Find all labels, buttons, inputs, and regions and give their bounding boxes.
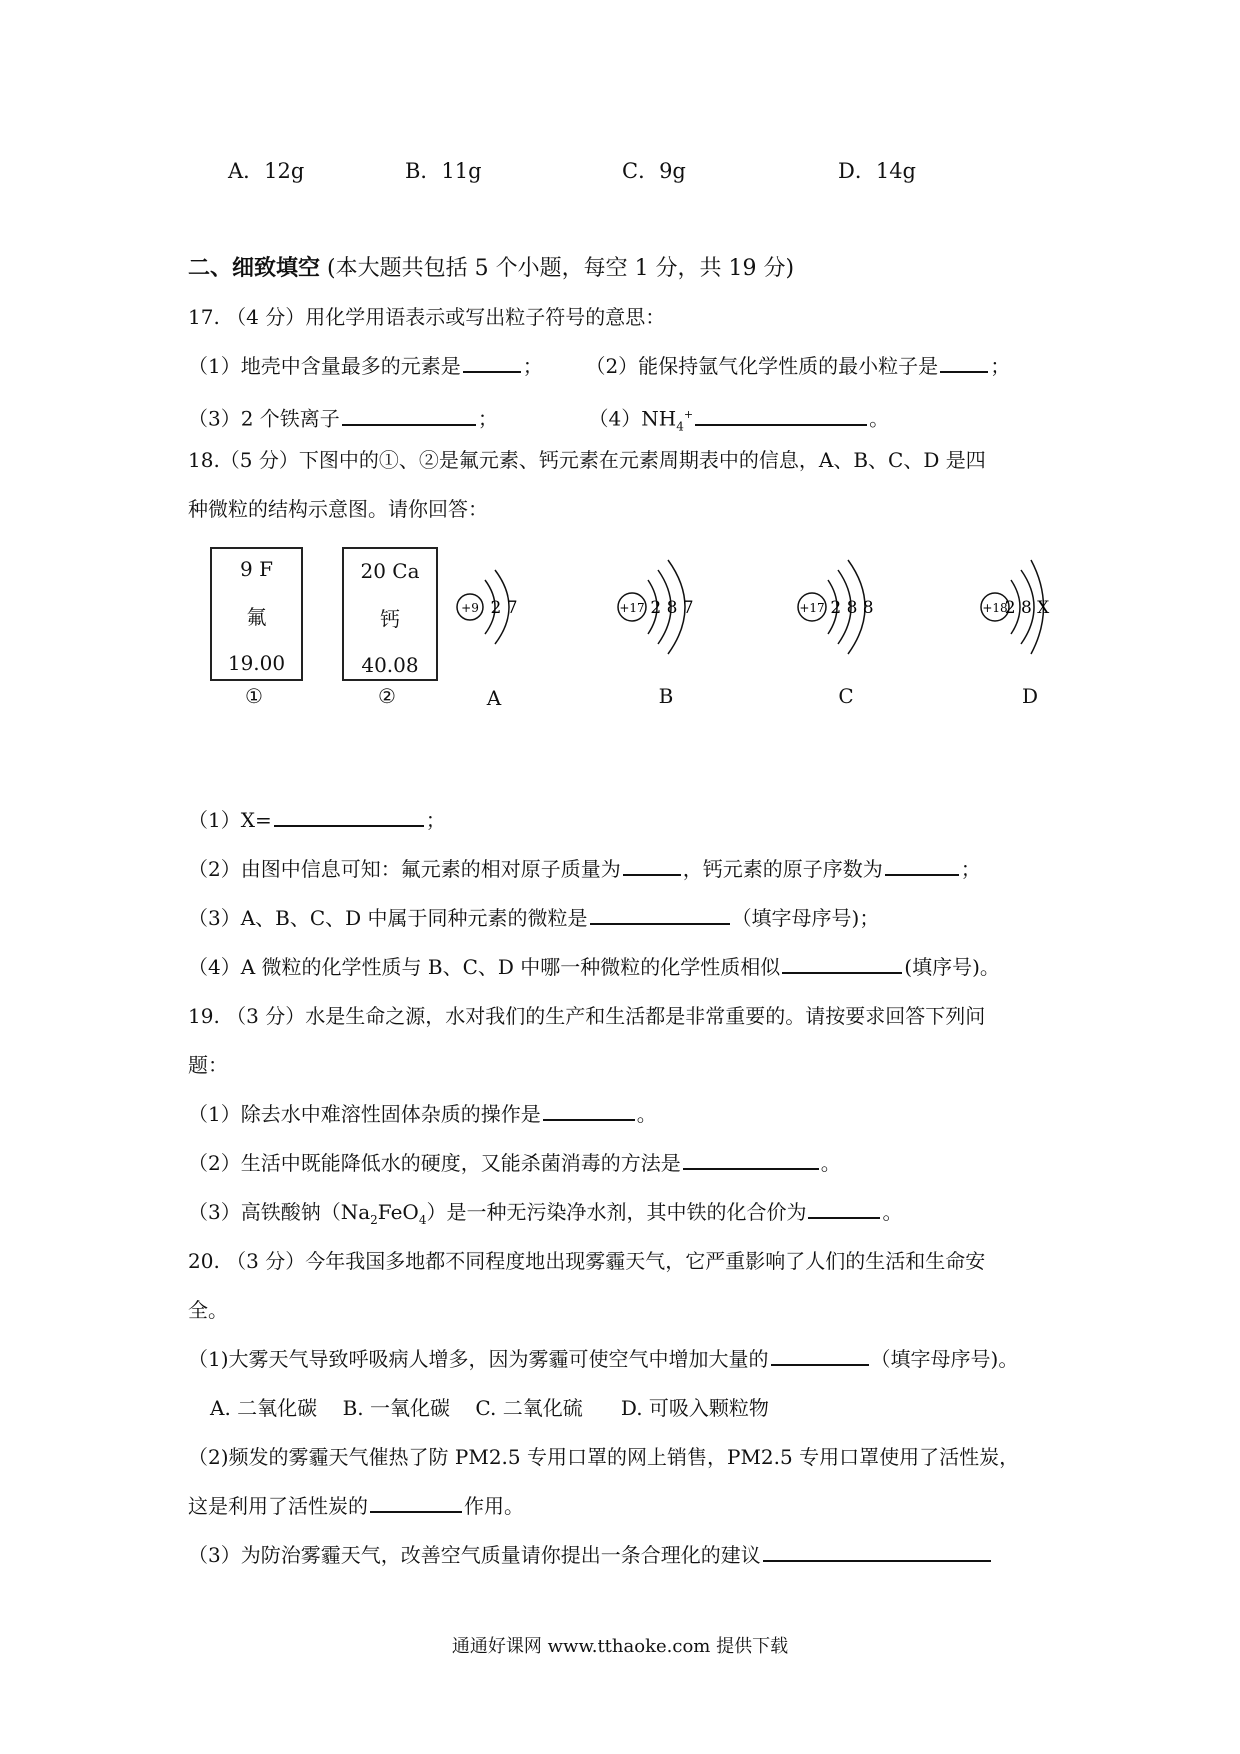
q17-p3-text: （3）2 个铁离子	[188, 406, 340, 431]
q17-heading: 17. （4 分）用化学用语表示或写出粒子符号的意思：	[188, 305, 666, 329]
blank[interactable]	[763, 1542, 991, 1562]
shell-electrons: 2 7	[490, 598, 518, 618]
q19-line2: 题：	[188, 1053, 228, 1077]
q20-line2: 全。	[188, 1298, 228, 1322]
q20-part3	[188, 1541, 993, 1569]
q20-line1: 20. （3 分）今年我国多地都不同程度地出现雾霾天气，它严重影响了人们的生活和生命安	[188, 1249, 986, 1273]
blank[interactable]	[695, 406, 867, 426]
atom-label-a: A	[486, 686, 502, 710]
blank[interactable]	[808, 1199, 880, 1219]
q18-part4	[188, 953, 1000, 981]
q17-p3-end: ；	[477, 406, 498, 431]
blank[interactable]	[623, 856, 681, 876]
q19-p3-sub1: 2	[370, 1213, 378, 1227]
nucleus-label: +18	[982, 601, 1008, 615]
q20-part2a: （2)频发的雾霾天气催热了防 PM2.5 专用口罩的网上销售，PM2.5 专用口罩使用了活性炭，	[188, 1445, 1020, 1469]
nucleus-label: +17	[619, 601, 645, 615]
card-number: 9 F	[240, 557, 273, 581]
q18-p2-text: （2）由图中信息可知：氟元素的相对原子质量为	[188, 857, 621, 881]
atom-d	[981, 560, 1050, 654]
nucleus-label: +9	[461, 601, 479, 615]
q20-p2b-text: 这是利用了活性炭的	[188, 1494, 368, 1518]
q19-p3-sub2: 4	[418, 1213, 427, 1227]
section-note: (本大题共包括 5 个小题，每空 1 分，共 19 分)	[320, 256, 795, 281]
q17-p2-text: （2）能保持氩气化学性质的最小粒子是	[585, 354, 939, 378]
q18-p1-text: （1）X=	[188, 808, 272, 832]
atom-b	[618, 560, 694, 654]
blank[interactable]	[683, 1150, 819, 1170]
element-card-fluorine	[210, 547, 303, 681]
q20-p1-text: （1)大雾天气导致呼吸病人增多，因为雾霾可使空气中增加大量的	[188, 1347, 769, 1371]
q18-p2-end: ；	[960, 857, 981, 881]
q19-p3-end: 。	[882, 1200, 903, 1224]
atom-c	[798, 560, 874, 654]
q19-p1-text: （1）除去水中难溶性固体杂质的操作是	[188, 1102, 541, 1126]
atom-label-d: D	[1021, 684, 1039, 708]
blank[interactable]	[463, 353, 521, 373]
card-label-2: ②	[378, 684, 396, 708]
card-mass: 19.00	[227, 651, 286, 675]
atom-label-c: C	[838, 684, 854, 708]
atom-label-b: B	[658, 684, 674, 708]
blank[interactable]	[885, 856, 959, 876]
q19-line1: 19. （3 分）水是生命之源，水对我们的生产和生活都是非常重要的。请按要求回答下列问	[188, 1004, 986, 1028]
nucleus-label: +17	[799, 601, 825, 615]
q19-p2-end: 。	[820, 1151, 841, 1175]
card-name: 氟	[246, 605, 267, 629]
q20-p1-end: （填字母序号)。	[870, 1347, 1019, 1371]
q17-p4-end: 。	[869, 406, 890, 431]
q20-part1	[188, 1345, 1018, 1373]
q19-p2-text: （2）生活中既能降低水的硬度，又能杀菌消毒的方法是	[188, 1151, 681, 1175]
q18-p2-mid: ，钙元素的原子序数为	[682, 857, 883, 881]
option-d: D．14g	[838, 159, 917, 183]
q18-p4-text: （4）A 微粒的化学性质与 B、C、D 中哪一种微粒的化学性质相似	[188, 955, 781, 979]
section-title	[188, 254, 794, 283]
q17-p4-text: （4）NH	[588, 406, 677, 431]
q17-p1-text: （1）地壳中含量最多的元素是	[188, 354, 461, 378]
blank[interactable]	[940, 353, 988, 373]
q19-part2	[188, 1149, 841, 1177]
atom-diagrams	[440, 540, 1060, 670]
shell-electrons: 2 8 7	[650, 598, 694, 618]
q20-p3-text: （3）为防治雾霾天气，改善空气质量请你提出一条合理化的建议	[188, 1543, 761, 1567]
option-c: C．9g	[622, 159, 686, 183]
q18-part1	[188, 806, 446, 834]
option-a: A．12g	[228, 159, 305, 183]
blank[interactable]	[342, 406, 476, 426]
card-mass: 40.08	[361, 653, 419, 677]
q20-part2b	[188, 1492, 524, 1520]
q18-line1: 18.（5 分）下图中的①、②是氟元素、钙元素在元素周期表中的信息，A、B、C、D 是四	[188, 448, 986, 472]
q18-part3	[188, 904, 879, 932]
q17-p2-end: ；	[990, 354, 1011, 378]
shell-electrons: 2 8 X	[1004, 598, 1050, 618]
q19-part3	[188, 1198, 902, 1234]
q18-p3-end: （填字母序号)；	[731, 906, 880, 930]
q17-p1-end: ；	[522, 354, 543, 378]
q19-p3-text-b: FeO	[377, 1200, 419, 1224]
q18-line2: 种微粒的结构示意图。请你回答：	[188, 497, 488, 521]
element-card-calcium	[342, 547, 438, 681]
q19-p3-text: （3）高铁酸钠（Na	[188, 1200, 371, 1224]
blank[interactable]	[782, 954, 902, 974]
section-name: 二、细致填空	[188, 255, 321, 281]
q17-p4-sub: 4	[676, 419, 684, 434]
q18-p4-end: (填序号)。	[904, 955, 1000, 979]
q17-part3-4	[188, 401, 889, 441]
q20-choices: A. 二氧化碳 B. 一氧化碳 C. 二氧化硫 D. 可吸入颗粒物	[210, 1396, 769, 1420]
option-b: B．11g	[405, 159, 482, 183]
q19-p3-text-c: ）是一种无污染净水剂，其中铁的化合价为	[426, 1200, 807, 1224]
q19-part1	[188, 1100, 657, 1128]
card-name: 钙	[380, 607, 400, 631]
blank[interactable]	[771, 1346, 869, 1366]
blank[interactable]	[274, 807, 424, 827]
q19-p1-end: 。	[636, 1102, 657, 1126]
q20-p2-end: 作用。	[464, 1494, 524, 1518]
blank[interactable]	[590, 905, 730, 925]
q18-p3-text: （3）A、B、C、D 中属于同种元素的微粒是	[188, 906, 588, 930]
atom-a	[457, 570, 518, 644]
footer: 通通好课网 www.tthaoke.com 提供下载	[451, 1636, 789, 1657]
blank[interactable]	[370, 1493, 462, 1513]
card-number: 20 Ca	[360, 559, 420, 583]
q17-p4-sup: +	[683, 408, 694, 421]
blank[interactable]	[543, 1101, 635, 1121]
card-label-1: ①	[245, 684, 263, 708]
shell-electrons: 2 8 8	[830, 598, 874, 618]
q18-part2	[188, 855, 981, 883]
q17-part1-2	[188, 352, 1010, 380]
q18-p1-end: ；	[425, 808, 446, 832]
